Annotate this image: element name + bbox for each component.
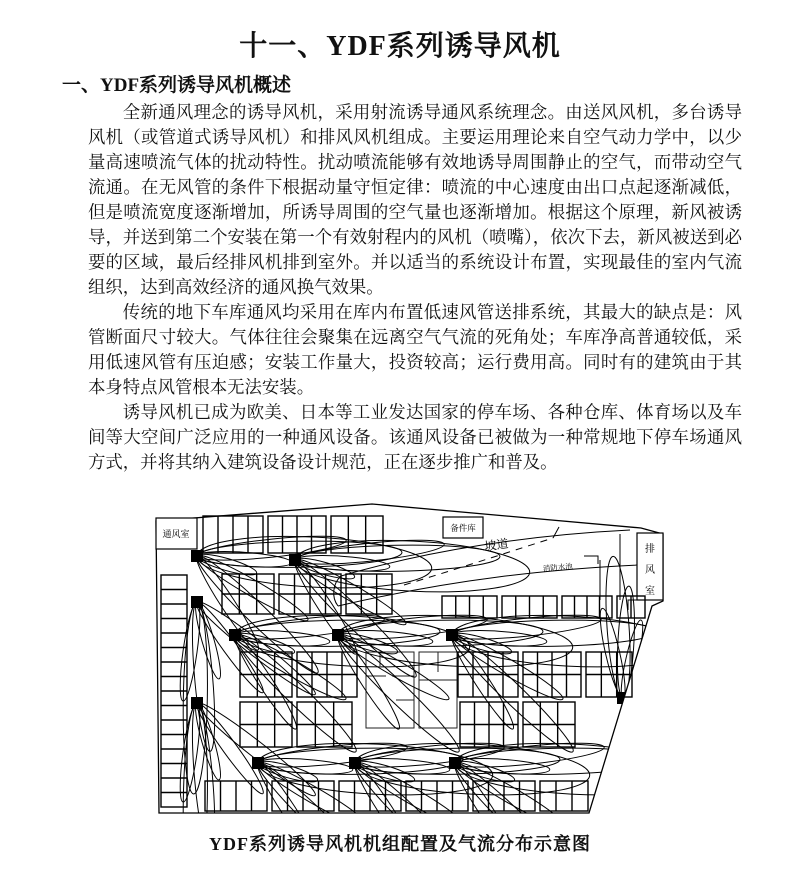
spare-parts-label: 备件库 <box>450 523 476 533</box>
svg-text:排: 排 <box>645 544 655 555</box>
garage-plan-diagram <box>148 490 668 824</box>
body-text <box>88 100 742 475</box>
fire-pool-label: 消防水池 <box>542 561 574 574</box>
paragraph-3: 诱导风机已成为欧美、日本等工业发达国家的停车场、各种仓库、体育场以及车间等大空间广泛应用的一种通风设备。该通风设备已被做为一种常规地下停车场通风方式，并将其纳入建筑设备设计规范，正在逐步推广和普及。 <box>88 402 742 472</box>
section-heading: 一、YDF系列诱导风机概述 <box>62 75 292 96</box>
figure <box>148 490 668 824</box>
supply-room-label: 通风室 <box>162 529 190 539</box>
paragraph-1: 全新通风理念的诱导风机，采用射流诱导通风系统理念。由送风风机，多台诱导风机（或管道式诱导风机）和排风风机组成。主要运用理论来自空气动力学中，以少量高速喷流气体的扰动特性。扰动喷流能够有效地诱导周围静止的空气，而带动空气流通。在无风管的条件下根据动量守恒定律：喷流的中心速度由出口点起逐渐减低，但是喷流宽度逐渐增加，所诱导周围的空气量也逐渐增加。根据这个原理，新风被诱导，并送到第二个安装在第一个有效射程内的风机（喷嘴），依次下去，新风被送到必要的区域，最后经排风机排到室外。并以适当的系统设计布置，实现最佳的室内气流组织，达到高效经济的通风换气效果。 <box>88 102 742 297</box>
page-title: 十一、YDF系列诱导风机 <box>239 31 561 62</box>
svg-text:风: 风 <box>645 565 655 576</box>
exhaust-room-label <box>645 542 655 597</box>
stair-cores <box>366 652 457 728</box>
garage-boundary <box>156 504 663 813</box>
paragraph-2: 传统的地下车库通风均采用在库内布置低速风管送排系统，其最大的缺点是：风管断面尺寸较大。气体往往会聚集在远离空气气流的死角处；车库净高普通较低，采用低速风管有压迫感；安装工作量大，投资较高；运行费用高。同时有的建筑由于其本身特点风管根本无法安装。 <box>88 302 742 397</box>
ramp-label: 坡道 <box>483 536 510 554</box>
figure-caption: YDF系列诱导风机机组配置及气流分布示意图 <box>209 834 591 854</box>
svg-text:室: 室 <box>645 586 655 597</box>
induction-fans <box>176 531 668 824</box>
exhaust-area-walls <box>584 534 637 610</box>
